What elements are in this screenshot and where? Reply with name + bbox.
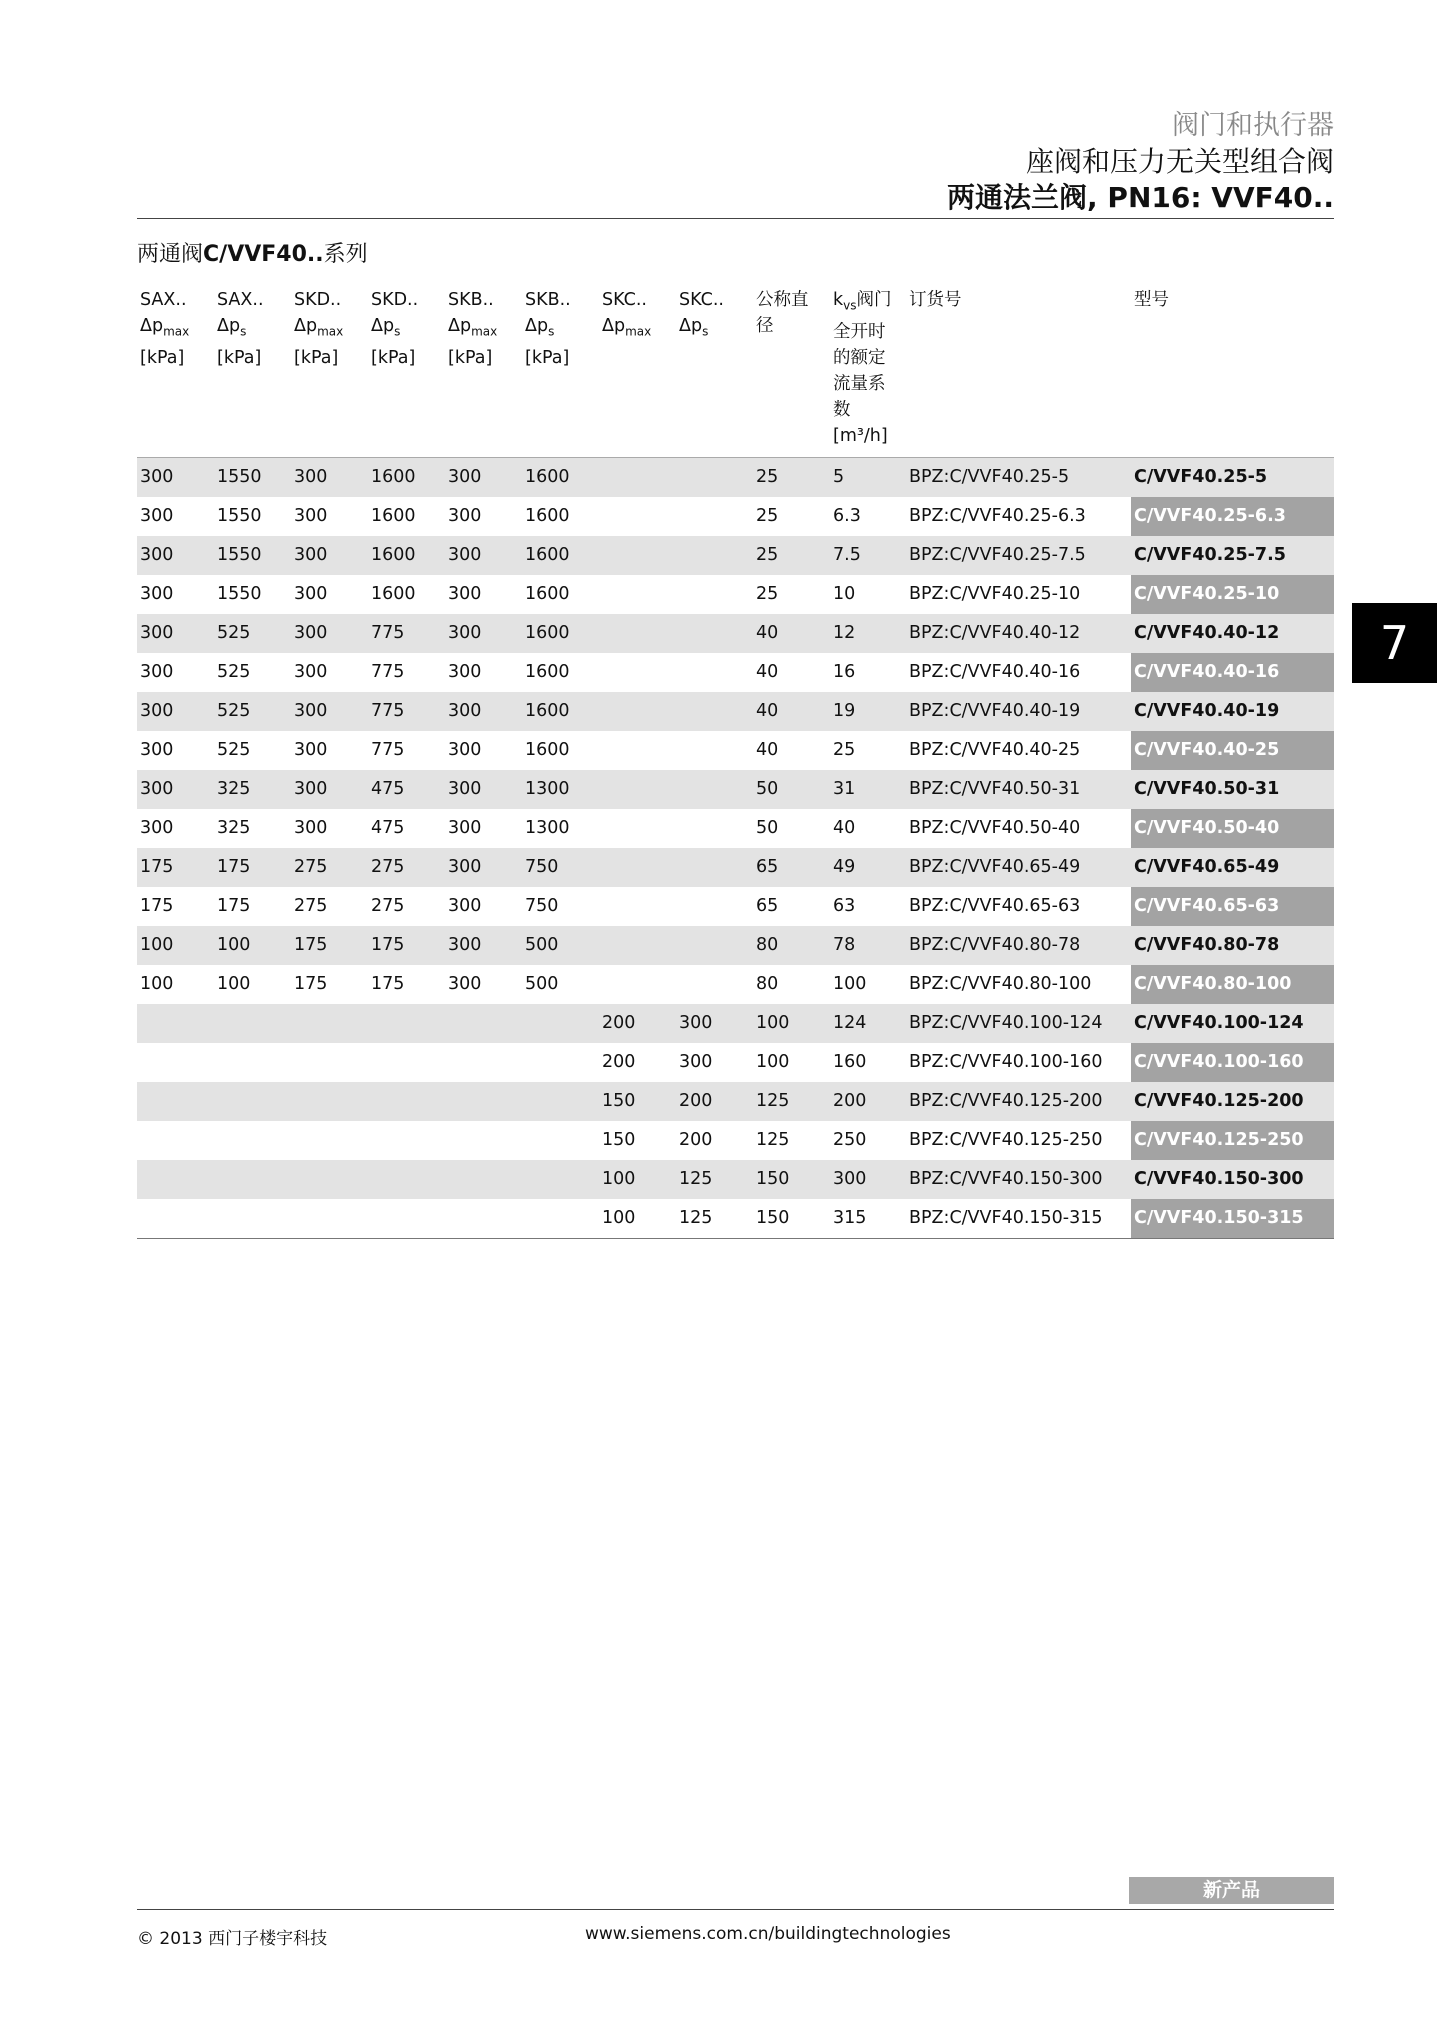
nominal-diameter-cell: 40 <box>753 692 830 731</box>
footer-divider <box>137 1909 1334 1910</box>
skc-dps-cell <box>676 497 753 536</box>
sax-dpmax-cell: 100 <box>140 974 174 994</box>
skb-dps-cell <box>522 1199 599 1239</box>
skb-dpmax-cell <box>445 1160 522 1199</box>
skc-dps-cell: 125 <box>676 1199 753 1239</box>
nominal-diameter-cell: 25 <box>756 584 779 604</box>
kvs-cell: 25 <box>833 740 856 760</box>
skc-dpmax-cell <box>599 457 676 497</box>
model-cell: C/VVF40.25-10 <box>1131 575 1334 614</box>
skb-dps-cell <box>522 1043 599 1082</box>
skc-dps-cell <box>676 575 753 614</box>
skd-dps-cell: 775 <box>371 662 405 682</box>
skd-dpmax-cell <box>291 1160 368 1199</box>
header-category: 阀门和执行器 <box>1172 110 1334 141</box>
skc-dps-cell <box>676 731 753 770</box>
col-skc-dpmax: SKC.. $\Delta p_{max}$ <box>599 285 676 457</box>
page-title: 两通法兰阀, PN16: VVF40.. <box>947 181 1334 214</box>
skd-dpmax-cell: 300 <box>294 584 328 604</box>
skb-dps-cell: 1600 <box>525 662 570 682</box>
col-skc-dps: SKC.. $\Delta p_s$ <box>676 285 753 457</box>
header-subtitle: 座阀和压力无关型组合阀 <box>1025 145 1334 178</box>
skb-dpmax-cell: 300 <box>445 770 522 809</box>
skb-dpmax-cell: 300 <box>445 536 522 575</box>
col-model: 型号 <box>1131 285 1334 457</box>
skc-dpmax-cell <box>599 497 676 536</box>
sax-dps-cell: 325 <box>214 770 291 809</box>
table-row <box>137 653 1334 692</box>
order-number-cell: BPZ:C/VVF40.150-300 <box>906 1160 1131 1199</box>
order-number-cell: BPZ:C/VVF40.25-10 <box>909 584 1081 604</box>
table-header-row <box>137 285 1334 457</box>
chapter-tab: 7 <box>1352 603 1437 683</box>
model-cell: C/VVF40.25-5 <box>1131 457 1334 497</box>
sax-dpmax-cell <box>137 1199 214 1239</box>
sax-dpmax-cell <box>137 1004 214 1043</box>
table-row <box>137 1082 1334 1121</box>
skc-dpmax-cell <box>599 731 676 770</box>
kvs-cell: 100 <box>833 974 867 994</box>
skd-dpmax-cell: 300 <box>294 740 328 760</box>
sax-dpmax-cell <box>137 1082 214 1121</box>
skc-dpmax-cell <box>599 692 676 731</box>
skb-dps-cell: 1600 <box>522 692 599 731</box>
nominal-diameter-cell: 25 <box>753 536 830 575</box>
sax-dpmax-cell: 300 <box>140 818 174 838</box>
skb-dps-cell: 1600 <box>522 614 599 653</box>
skc-dpmax-cell <box>599 770 676 809</box>
nominal-diameter-cell: 80 <box>753 926 830 965</box>
kvs-cell: 63 <box>833 896 856 916</box>
skc-dps-cell <box>676 536 753 575</box>
nominal-diameter-cell: 50 <box>753 770 830 809</box>
sax-dps-cell <box>214 1160 291 1199</box>
skb-dpmax-cell: 300 <box>445 848 522 887</box>
model-cell: C/VVF40.25-7.5 <box>1131 536 1334 575</box>
skc-dpmax-cell <box>599 536 676 575</box>
col-sax-dpmax: SAX.. $\Delta p_{max}$ [kPa] <box>137 285 214 457</box>
order-number-cell: BPZ:C/VVF40.80-78 <box>906 926 1131 965</box>
sax-dps-cell: 100 <box>214 926 291 965</box>
skc-dps-cell <box>676 965 753 1004</box>
kvs-cell: 78 <box>830 926 906 965</box>
nominal-diameter-cell: 100 <box>756 1052 790 1072</box>
skd-dps-cell: 1600 <box>371 506 416 526</box>
skd-dpmax-cell: 300 <box>294 506 328 526</box>
kvs-cell: 5 <box>830 457 906 497</box>
skb-dps-cell: 1600 <box>525 584 570 604</box>
col-order-number: 订货号 <box>906 285 1131 457</box>
skb-dpmax-cell: 300 <box>448 584 482 604</box>
skd-dpmax-cell: 300 <box>291 536 368 575</box>
header-divider <box>137 218 1334 219</box>
sax-dpmax-cell: 175 <box>140 896 174 916</box>
skd-dps-cell <box>368 1043 445 1082</box>
model-cell: C/VVF40.150-300 <box>1131 1160 1334 1199</box>
kvs-cell: 160 <box>833 1052 867 1072</box>
model-cell: C/VVF40.80-78 <box>1131 926 1334 965</box>
nominal-diameter-cell: 25 <box>753 457 830 497</box>
skc-dps-cell: 200 <box>679 1130 713 1150</box>
kvs-cell: 19 <box>830 692 906 731</box>
skb-dpmax-cell: 300 <box>448 740 482 760</box>
sax-dpmax-cell: 300 <box>140 662 174 682</box>
skd-dpmax-cell: 175 <box>291 926 368 965</box>
sax-dps-cell: 175 <box>214 848 291 887</box>
sax-dpmax-cell <box>137 1121 214 1160</box>
kvs-cell: 250 <box>833 1130 867 1150</box>
nominal-diameter-cell: 80 <box>756 974 779 994</box>
skd-dpmax-cell <box>291 1004 368 1043</box>
sax-dpmax-cell: 300 <box>137 457 214 497</box>
skd-dps-cell: 775 <box>368 692 445 731</box>
sax-dpmax-cell <box>137 1160 214 1199</box>
skc-dpmax-cell <box>599 848 676 887</box>
sax-dpmax-cell: 175 <box>137 848 214 887</box>
model-cell: C/VVF40.80-100 <box>1131 965 1334 1004</box>
skd-dps-cell <box>368 1082 445 1121</box>
skb-dpmax-cell <box>445 1199 522 1239</box>
sax-dps-cell: 525 <box>214 614 291 653</box>
kvs-cell: 10 <box>833 584 856 604</box>
sax-dps-cell: 525 <box>214 692 291 731</box>
kvs-cell: 315 <box>830 1199 906 1239</box>
skb-dps-cell: 500 <box>522 926 599 965</box>
skd-dpmax-cell <box>291 1082 368 1121</box>
skb-dps-cell: 1600 <box>525 506 570 526</box>
skd-dpmax-cell: 300 <box>291 692 368 731</box>
kvs-cell: 124 <box>830 1004 906 1043</box>
sax-dpmax-cell: 300 <box>137 536 214 575</box>
sax-dps-cell: 1550 <box>214 536 291 575</box>
skb-dps-cell: 750 <box>522 848 599 887</box>
nominal-diameter-cell: 50 <box>756 818 779 838</box>
table-row <box>137 965 1334 1004</box>
col-kvs: $k_{vs}$阀门 全开时 的额定 流量系 数 [m³/h] <box>830 285 906 457</box>
skd-dpmax-cell: 275 <box>294 896 328 916</box>
nominal-diameter-cell: 65 <box>753 848 830 887</box>
table-row <box>137 614 1334 653</box>
sax-dps-cell: 525 <box>217 662 251 682</box>
skd-dps-cell: 175 <box>368 926 445 965</box>
nominal-diameter-cell: 100 <box>753 1004 830 1043</box>
kvs-cell: 300 <box>830 1160 906 1199</box>
model-cell: C/VVF40.40-19 <box>1131 692 1334 731</box>
table-row <box>137 887 1334 926</box>
sax-dps-cell <box>214 1082 291 1121</box>
new-product-badge: 新产品 <box>1129 1877 1334 1904</box>
nominal-diameter-cell: 150 <box>753 1160 830 1199</box>
table-row <box>137 731 1334 770</box>
nominal-diameter-cell: 40 <box>756 662 779 682</box>
skd-dps-cell: 1600 <box>371 584 416 604</box>
kvs-cell: 12 <box>830 614 906 653</box>
skd-dps-cell: 775 <box>368 614 445 653</box>
nominal-diameter-cell: 25 <box>756 506 779 526</box>
skb-dps-cell <box>522 1004 599 1043</box>
sax-dps-cell: 525 <box>217 740 251 760</box>
skc-dpmax-cell <box>599 614 676 653</box>
sax-dpmax-cell: 300 <box>140 506 174 526</box>
model-cell: C/VVF40.100-124 <box>1131 1004 1334 1043</box>
skc-dps-cell <box>676 457 753 497</box>
skb-dpmax-cell: 300 <box>445 457 522 497</box>
order-number-cell: BPZ:C/VVF40.80-100 <box>909 974 1092 994</box>
order-number-cell: BPZ:C/VVF40.50-40 <box>909 818 1081 838</box>
sax-dps-cell: 325 <box>217 818 251 838</box>
skd-dpmax-cell: 300 <box>294 662 328 682</box>
skc-dpmax-cell: 150 <box>599 1082 676 1121</box>
kvs-cell: 200 <box>830 1082 906 1121</box>
table-row <box>137 497 1334 536</box>
skb-dpmax-cell: 300 <box>448 662 482 682</box>
table-row <box>137 536 1334 575</box>
sax-dpmax-cell: 100 <box>137 926 214 965</box>
sax-dps-cell <box>214 1043 291 1082</box>
sax-dps-cell: 1550 <box>217 584 262 604</box>
skc-dps-cell: 125 <box>676 1160 753 1199</box>
table-row <box>137 457 1334 497</box>
skb-dps-cell <box>522 1082 599 1121</box>
skc-dpmax-cell: 100 <box>599 1160 676 1199</box>
model-cell: C/VVF40.65-63 <box>1131 887 1334 926</box>
skd-dps-cell: 475 <box>368 770 445 809</box>
skb-dpmax-cell: 300 <box>445 926 522 965</box>
skc-dps-cell <box>676 926 753 965</box>
skb-dpmax-cell <box>445 1043 522 1082</box>
model-cell: C/VVF40.100-160 <box>1131 1043 1334 1082</box>
skc-dpmax-cell: 150 <box>602 1130 636 1150</box>
model-cell: C/VVF40.25-6.3 <box>1131 497 1334 536</box>
skc-dpmax-cell <box>599 809 676 848</box>
col-skd-dps: SKD.. $\Delta p_s$ [kPa] <box>368 285 445 457</box>
table-row <box>137 848 1334 887</box>
skb-dps-cell: 500 <box>525 974 559 994</box>
skc-dpmax-cell <box>599 887 676 926</box>
skd-dps-cell: 475 <box>371 818 405 838</box>
sax-dps-cell <box>214 1121 291 1160</box>
skb-dpmax-cell: 300 <box>448 896 482 916</box>
order-number-cell: BPZ:C/VVF40.40-12 <box>906 614 1131 653</box>
sax-dpmax-cell: 300 <box>140 740 174 760</box>
table-row <box>137 1121 1334 1160</box>
model-cell: C/VVF40.125-200 <box>1131 1082 1334 1121</box>
skd-dpmax-cell <box>291 1043 368 1082</box>
col-sax-dps: SAX.. $\Delta p_s$ [kPa] <box>214 285 291 457</box>
kvs-cell: 31 <box>830 770 906 809</box>
skd-dps-cell: 775 <box>371 740 405 760</box>
skb-dpmax-cell: 300 <box>445 692 522 731</box>
skc-dpmax-cell: 200 <box>599 1004 676 1043</box>
footer-copyright: © 2013 西门子楼宇科技 <box>137 1929 328 1949</box>
skc-dps-cell <box>676 692 753 731</box>
skb-dps-cell <box>522 1160 599 1199</box>
table-row <box>137 1004 1334 1043</box>
order-number-cell: BPZ:C/VVF40.100-160 <box>909 1052 1103 1072</box>
skd-dps-cell <box>368 1004 445 1043</box>
kvs-cell: 40 <box>833 818 856 838</box>
order-number-cell: BPZ:C/VVF40.25-6.3 <box>909 506 1086 526</box>
skb-dps-cell: 1600 <box>522 457 599 497</box>
order-number-cell: BPZ:C/VVF40.40-16 <box>909 662 1081 682</box>
order-number-cell: BPZ:C/VVF40.150-315 <box>906 1199 1131 1239</box>
skc-dpmax-cell: 200 <box>602 1052 636 1072</box>
model-cell: C/VVF40.50-40 <box>1131 809 1334 848</box>
kvs-cell: 49 <box>830 848 906 887</box>
section-title: 两通阀C/VVF40..系列 <box>137 242 368 267</box>
model-cell: C/VVF40.150-315 <box>1131 1199 1334 1239</box>
sax-dps-cell: 1550 <box>214 457 291 497</box>
col-nominal-diameter: 公称直 径 <box>753 285 830 457</box>
order-number-cell: BPZ:C/VVF40.50-31 <box>906 770 1131 809</box>
skd-dps-cell: 275 <box>371 896 405 916</box>
model-cell: C/VVF40.125-250 <box>1131 1121 1334 1160</box>
skd-dpmax-cell: 300 <box>291 614 368 653</box>
model-cell: C/VVF40.50-31 <box>1131 770 1334 809</box>
skc-dps-cell <box>676 770 753 809</box>
nominal-diameter-cell: 65 <box>756 896 779 916</box>
skd-dpmax-cell: 300 <box>291 457 368 497</box>
skd-dps-cell: 175 <box>371 974 405 994</box>
sax-dps-cell: 1550 <box>217 506 262 526</box>
col-skb-dpmax: SKB.. $\Delta p_{max}$ [kPa] <box>445 285 522 457</box>
model-cell: C/VVF40.40-16 <box>1131 653 1334 692</box>
table-row <box>137 1043 1334 1082</box>
model-cell: C/VVF40.40-25 <box>1131 731 1334 770</box>
skd-dps-cell <box>368 1199 445 1239</box>
skc-dpmax-cell <box>599 575 676 614</box>
skc-dpmax-cell <box>599 926 676 965</box>
kvs-cell: 6.3 <box>833 506 861 526</box>
nominal-diameter-cell: 125 <box>756 1130 790 1150</box>
nominal-diameter-cell: 40 <box>756 740 779 760</box>
skb-dps-cell: 750 <box>525 896 559 916</box>
skc-dps-cell <box>676 887 753 926</box>
sax-dpmax-cell: 300 <box>140 584 174 604</box>
table-row <box>137 692 1334 731</box>
order-number-cell: BPZ:C/VVF40.100-124 <box>906 1004 1131 1043</box>
sax-dpmax-cell <box>137 1043 214 1082</box>
skc-dps-cell <box>676 848 753 887</box>
order-number-cell: BPZ:C/VVF40.125-250 <box>909 1130 1103 1150</box>
skb-dpmax-cell: 300 <box>448 974 482 994</box>
skc-dps-cell <box>676 653 753 692</box>
skb-dpmax-cell <box>445 1082 522 1121</box>
table-row <box>137 1160 1334 1199</box>
skc-dps-cell: 200 <box>676 1082 753 1121</box>
skd-dpmax-cell: 300 <box>291 770 368 809</box>
model-cell: C/VVF40.65-49 <box>1131 848 1334 887</box>
nominal-diameter-cell: 125 <box>753 1082 830 1121</box>
skd-dps-cell: 275 <box>368 848 445 887</box>
skb-dpmax-cell <box>445 1004 522 1043</box>
table-row <box>137 1199 1334 1239</box>
valve-spec-table <box>137 285 1334 1239</box>
order-number-cell: BPZ:C/VVF40.25-5 <box>906 457 1131 497</box>
skb-dps-cell: 1300 <box>525 818 570 838</box>
skc-dps-cell: 300 <box>679 1052 713 1072</box>
nominal-diameter-cell: 150 <box>753 1199 830 1239</box>
table-row <box>137 575 1334 614</box>
skb-dps-cell: 1300 <box>522 770 599 809</box>
skb-dpmax-cell: 300 <box>445 614 522 653</box>
sax-dps-cell: 100 <box>217 974 251 994</box>
skd-dpmax-cell: 275 <box>291 848 368 887</box>
model-cell: C/VVF40.40-12 <box>1131 614 1334 653</box>
table-row <box>137 770 1334 809</box>
skc-dpmax-cell <box>599 965 676 1004</box>
skd-dpmax-cell: 175 <box>294 974 328 994</box>
skc-dps-cell: 300 <box>676 1004 753 1043</box>
skb-dps-cell: 1600 <box>525 740 570 760</box>
table-row <box>137 926 1334 965</box>
skd-dpmax-cell <box>291 1121 368 1160</box>
skc-dpmax-cell <box>599 653 676 692</box>
order-number-cell: BPZ:C/VVF40.40-25 <box>909 740 1081 760</box>
skd-dpmax-cell <box>291 1199 368 1239</box>
skd-dps-cell <box>368 1121 445 1160</box>
skb-dpmax-cell: 300 <box>448 818 482 838</box>
order-number-cell: BPZ:C/VVF40.125-200 <box>906 1082 1131 1121</box>
sax-dps-cell <box>214 1004 291 1043</box>
table-row <box>137 809 1334 848</box>
skd-dps-cell <box>368 1160 445 1199</box>
col-skd-dpmax: SKD.. $\Delta p_{max}$ [kPa] <box>291 285 368 457</box>
nominal-diameter-cell: 40 <box>753 614 830 653</box>
order-number-cell: BPZ:C/VVF40.65-63 <box>909 896 1081 916</box>
kvs-cell: 16 <box>833 662 856 682</box>
order-number-cell: BPZ:C/VVF40.25-7.5 <box>906 536 1131 575</box>
col-skb-dps: SKB.. $\Delta p_s$ [kPa] <box>522 285 599 457</box>
sax-dpmax-cell: 300 <box>137 770 214 809</box>
sax-dpmax-cell: 300 <box>137 614 214 653</box>
skc-dpmax-cell: 100 <box>599 1199 676 1239</box>
kvs-cell: 7.5 <box>830 536 906 575</box>
skb-dpmax-cell: 300 <box>448 506 482 526</box>
skb-dps-cell <box>522 1121 599 1160</box>
skd-dps-cell: 1600 <box>368 536 445 575</box>
skb-dps-cell: 1600 <box>522 536 599 575</box>
skc-dps-cell <box>676 809 753 848</box>
skd-dpmax-cell: 300 <box>294 818 328 838</box>
skc-dps-cell <box>676 614 753 653</box>
skb-dpmax-cell <box>445 1121 522 1160</box>
sax-dps-cell <box>214 1199 291 1239</box>
sax-dps-cell: 175 <box>217 896 251 916</box>
footer-url[interactable]: www.siemens.com.cn/buildingtechnologies <box>585 1924 951 1944</box>
sax-dpmax-cell: 300 <box>137 692 214 731</box>
order-number-cell: BPZ:C/VVF40.65-49 <box>906 848 1131 887</box>
skd-dps-cell: 1600 <box>368 457 445 497</box>
order-number-cell: BPZ:C/VVF40.40-19 <box>906 692 1131 731</box>
